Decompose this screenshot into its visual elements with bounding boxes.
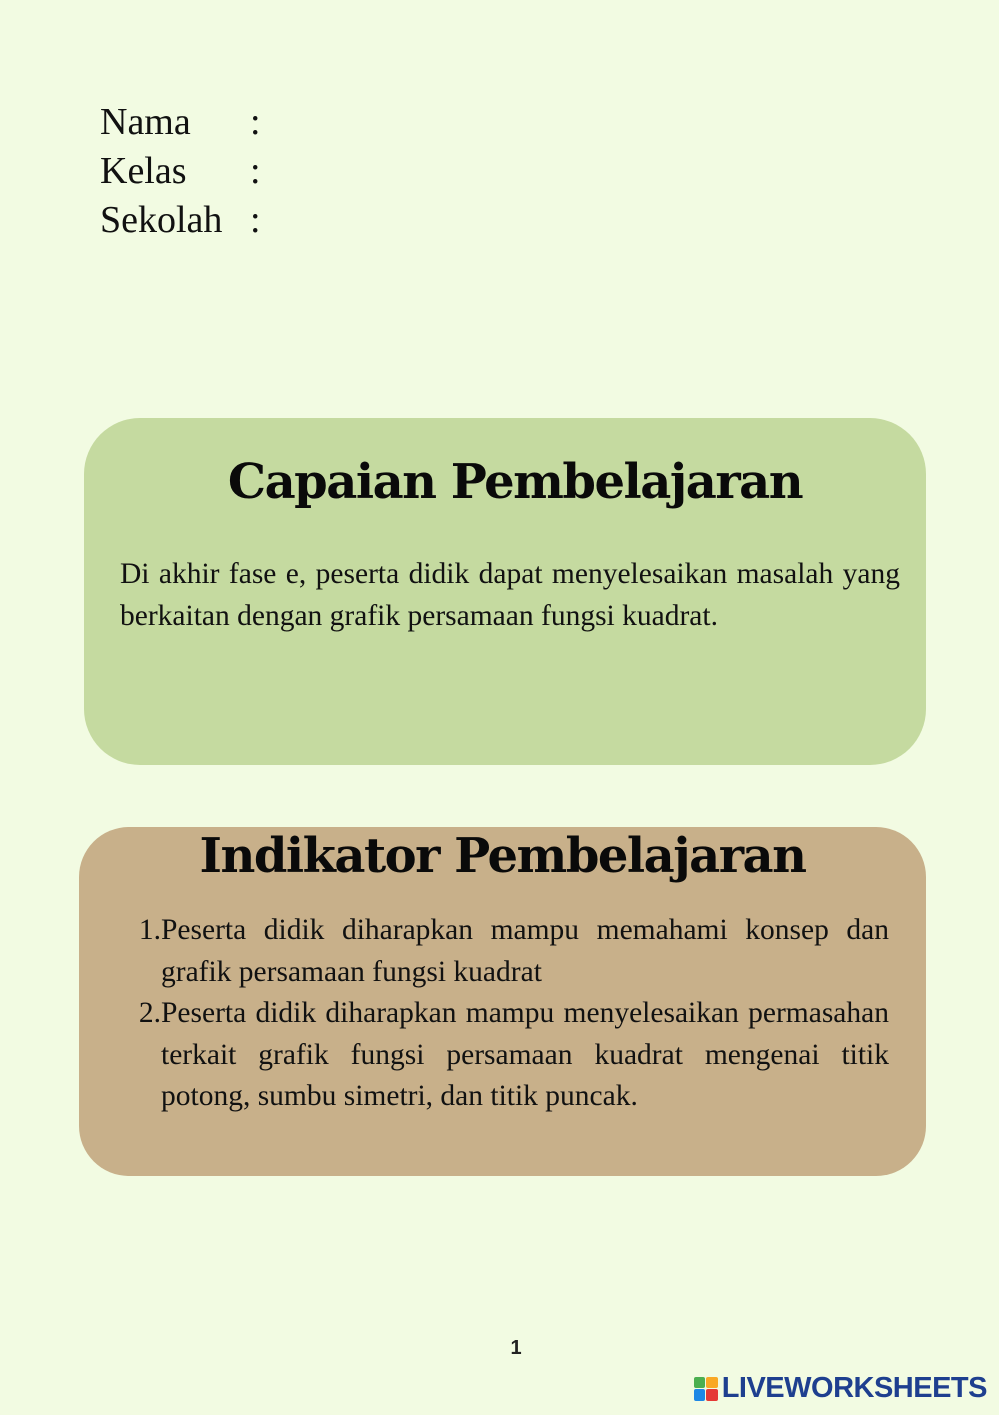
capaian-text: Di akhir fase e, peserta didik dapat menyelesaikan masalah yang berkaitan dengan grafik persamaan fungsi kuadrat.	[120, 558, 900, 632]
indikator-title: Indikator Pembelajaran	[199, 828, 806, 884]
indikator-list	[131, 910, 889, 1118]
sekolah-label: Sekolah	[100, 199, 223, 241]
kelas-colon: :	[250, 150, 261, 192]
liveworksheets-logo-icon	[694, 1377, 718, 1401]
indikator-item-text: Peserta didik diharapkan mampu menyelesaikan permasahan terkait grafik fungsi persamaan kuadrat mengenai titik potong, sumbu simetri, dan titik puncak.	[161, 997, 889, 1112]
indikator-item-number: 2.	[138, 997, 161, 1029]
kelas-label: Kelas	[100, 150, 187, 192]
nama-label: Nama	[100, 101, 191, 143]
indikator-item-1	[131, 910, 889, 993]
capaian-title: Capaian Pembelajaran	[227, 454, 803, 510]
page-number: 1	[510, 1337, 522, 1359]
liveworksheets-brand	[694, 1372, 987, 1405]
brand-name: LIVEWORKSHEETS	[721, 1372, 987, 1404]
sekolah-colon: :	[250, 199, 261, 241]
indikator-item-number: 1.	[138, 914, 161, 946]
identity-row-kelas	[100, 147, 261, 196]
nama-colon: :	[250, 101, 261, 143]
identity-row-sekolah	[100, 196, 261, 245]
identity-block	[100, 98, 261, 245]
indikator-card	[79, 827, 926, 1176]
indikator-item-2	[131, 993, 889, 1118]
identity-row-nama	[100, 98, 261, 147]
capaian-card	[84, 418, 926, 765]
indikator-item-text: Peserta didik diharapkan mampu memahami konsep dan grafik persamaan fungsi kuadrat	[161, 914, 889, 988]
